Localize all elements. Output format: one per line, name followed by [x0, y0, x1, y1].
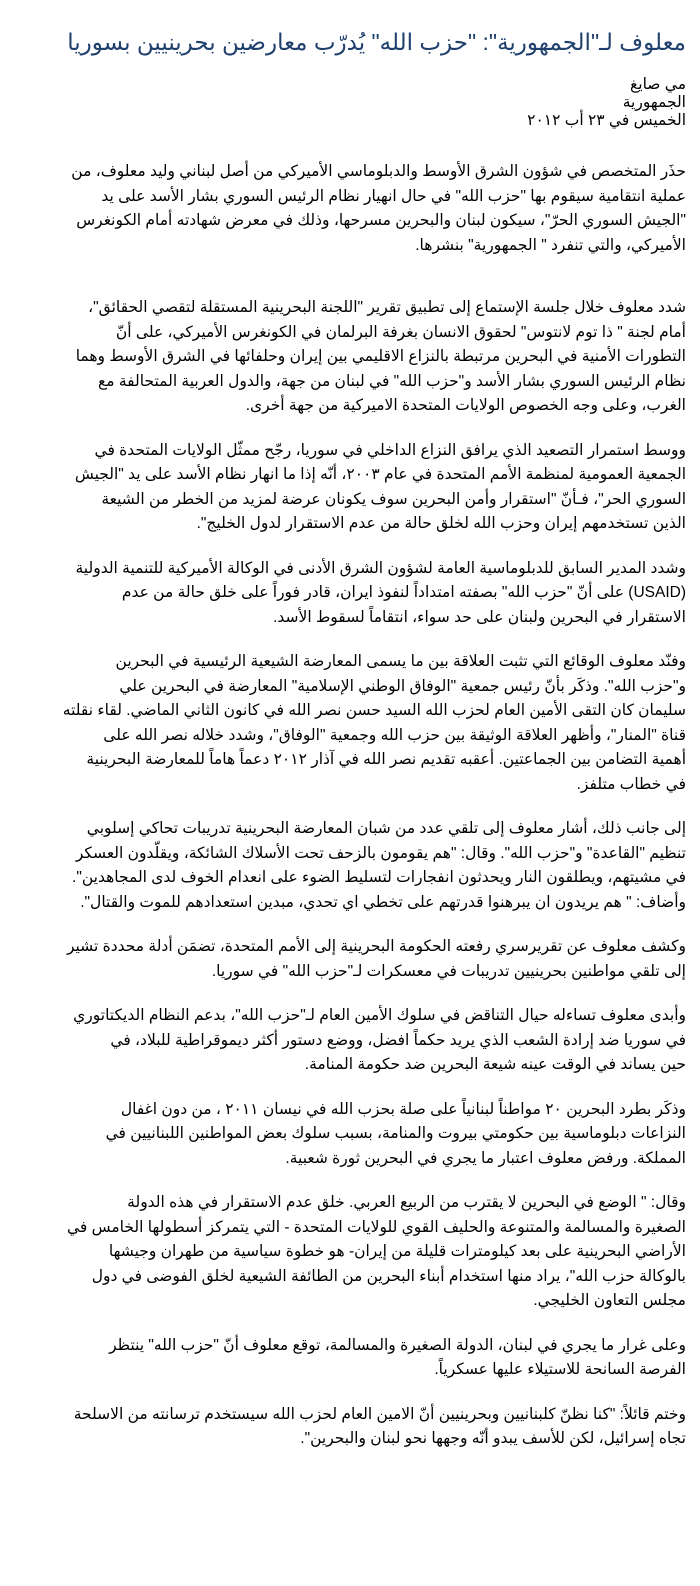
- author-name: مي صايغ: [630, 76, 686, 93]
- paragraph-line: وفنّد معلوف الوقائع التي تثبت العلاقة بين ما يسمى المعارضة الشيعية الرئيسية في البحرين: [115, 653, 686, 670]
- paragraph-line: تجاه إسرائيل، لكن للأسف يبدو أنّه وجهها نحو لبنان والبحرين".: [300, 1430, 686, 1447]
- source-name: الجمهورية: [622, 94, 686, 111]
- paragraph-line: في مشيتهم، ويطلقون النار ويحدثون انفجارات لتسليط الضوء على انعدام الخوف لدى المجاهدين".: [72, 869, 686, 886]
- paragraph-line: الاستقرار في البحرين ولبنان على حد سواء، انتقاماً لسقوط الأسد.: [273, 608, 686, 626]
- paragraph-line: إلى تلقي مواطنين بحرينيين تدريبات في معسكرات لـ"حزب الله" في سوريا.: [211, 962, 686, 980]
- article-paragraph: [16, 1098, 686, 1172]
- paragraph-line: عملية انتقامية سيقوم بها "حزب الله" في حال انهيار نظام الرئيس السوري بشار الأسد على يد: [101, 187, 686, 205]
- paragraph-line: حين يساند في الوقت عينه شيعة البحرين ضد حكومة المنامة.: [304, 1056, 686, 1073]
- article-paragraph: [16, 296, 686, 419]
- paragraph-line: وشدد المدير السابق للدبلوماسية العامة لشؤون الشرق الأدنى في الوكالة الأميركية للتنمية الدولية: [75, 559, 686, 577]
- paragraph-line: وأبدى معلوف تساءله حيال التناقض في سلوك الأمين العام لـ"حزب الله"، بدعم النظام الديكتاتوري: [73, 1007, 686, 1024]
- paragraph-line: وكشف معلوف عن تقريرسري رفعته الحكومة البحرينية إلى الأمم المتحدة، تضمَن أدلة محددة تشير: [66, 938, 686, 955]
- paragraph-line: و"حزب الله". وذكَر بأنّ رئيس جمعية "الوفاق الوطني الإسلامية" المعارضة في البحرين علي: [119, 677, 686, 695]
- article-paragraph: [16, 1004, 686, 1078]
- article-meta: [16, 76, 686, 130]
- paragraph-line: السوري الحر"، فـأنّ "استقرار وأمن البحرين سوف يكونان عرضة لمزيد من الخطر من الشيعة: [101, 490, 686, 508]
- paragraph-line: الأميركي، والتي تنفرد " الجمهورية" بنشرها.: [415, 236, 686, 254]
- article-paragraph: [16, 439, 686, 537]
- paragraph-line: الذين تستخدمهم إيران وحزب الله لخلق حالة من عدم الاستقرار لدول الخليج".: [196, 515, 686, 532]
- paragraph-line: حذَر المتخصص في شؤون الشرق الأوسط والدبلوماسي الأميركي من أصل لبناني وليد معلوف، من: [71, 163, 686, 180]
- paragraph-line: إلى جانب ذلك، أشار معلوف إلى تلقي عدد من شبان المعارضة البحرينية تدريبات تحاكي إسلوبي: [86, 820, 686, 837]
- article-paragraph: [16, 650, 686, 797]
- paragraph-line: ووسط استمرار التصعيد الذي يرافق النزاع الداخلي في سوريا، رجّح ممثّل الولايات المتحدة في: [94, 441, 686, 459]
- article-paragraph: [16, 1191, 686, 1314]
- paragraph-line: الفرصة السانحة للاستيلاء عليها عسكرياً.: [434, 1361, 686, 1378]
- paragraph-line: (USAID) على أنّ "حزب الله" بصفته امتداداً لنفوذ ايران، قادر فوراً على خلق حالة من عدم: [121, 584, 686, 601]
- paragraph-line: وذكَر بطرد البحرين ٢٠ مواطناً لبنانياً على صلة بحزب الله في نيسان ٢٠١١ ، من دون اغفال: [120, 1100, 686, 1118]
- article-paragraph: [16, 1403, 686, 1452]
- paragraph-line: أمام لجنة " ذا توم لانتوس" لحقوق الانسان بغرفة البرلمان في الكونغرس الأميركي، على أنّ: [115, 323, 686, 341]
- paragraph-line: شدد معلوف خلال جلسة الإستماع إلى تطبيق تقرير "اللجنة البحرينية المستقلة لتقصي الحقائق"،: [88, 299, 686, 316]
- paragraph-line: نظام الرئيس السوري بشار الأسد و"حزب الله" في لبنان من جهة، والدول العربية المتحالفة مع: [98, 372, 686, 390]
- paragraph-line: الجمعية العمومية لمنظمة الأمم المتحدة في عام ٢٠٠٣، أنّه إذا ما انهار نظام الأسد على يد "الجيش: [74, 466, 686, 483]
- article-paragraph: [16, 817, 686, 915]
- paragraph-line: تنظيم "القاعدة" و"حزب الله". وقال: "هم يقومون بالزحف تحت الأسلاك الشائكة، ويقلّدون العسكر: [75, 844, 686, 862]
- paragraph-line: وقال: " الوضع في البحرين لا يقترب من الربيع العربي. خلق عدم الاستقرار في هذه الدولة: [127, 1194, 686, 1211]
- paragraph-line: وختم قائلاً: "كنا نظنّ كلبنانيين وبحرينيين أنّ الامين العام لحزب الله سيستخدم ترسانته من الاسلحة: [73, 1405, 686, 1423]
- article-title: معلوف لـ"الجمهورية": "حزب الله" يُدرّب معارضين بحرينيين بسوريا: [67, 29, 686, 55]
- paragraph-line: مجلس التعاون الخليجي.: [533, 1292, 686, 1309]
- paragraph-line: الغرب، وعلى وجه الخصوص الولايات المتحدة الاميركية من جهة أخرى.: [245, 397, 686, 414]
- paragraph-line: التطورات الأمنية في البحرين مرتبطة بالنزاع الاقليمي بين إيران وحلفائها في الشرق الأوسط وهما: [75, 348, 686, 365]
- paragraph-line: النزاعات دبلوماسية بين حكومتي بيروت والمنامة، بسبب سلوك بعض المواطنين اللبنانيين في: [105, 1125, 686, 1142]
- paragraph-line: وأضاف: " هم يريدون ان يبرهنوا قدرتهم على تخطي اي تحدي، مبدين استعدادهم للموت والقتال".: [80, 893, 686, 911]
- paragraph-line: المملكة. ورفض معلوف اعتبار ما يجري في البحرين ثورة شعبية.: [285, 1149, 686, 1167]
- paragraph-line: سليمان كان التقى الأمين العام لحزب الله السيد حسن نصر الله في كانون الثاني الماضي. لقاء نقلته: [62, 702, 686, 719]
- article-paragraph: [16, 557, 686, 631]
- paragraph-line: في سوريا ضد إرادة الشعب الذي يريد حكماً افضل، ووضع دستور أكثر ديموقراطية للبلاد، في: [110, 1031, 686, 1049]
- publish-date: الخميس في ٢٣ أب ٢٠١٢: [527, 112, 686, 129]
- paragraph-line: بالوكالة حزب الله"، يراد منها استخدام أبناء البحرين من الطائفة الشيعية لخلق الفوضى في دول: [91, 1267, 686, 1285]
- paragraph-line: الصغيرة والمسالمة والمتنوعة والحليف القوي للولايات المتحدة - التي يتمركز أسطولها الخامس في: [66, 1218, 686, 1236]
- paragraph-line: قناة "المنار"، وأظهر العلاقة الوثيقة بين حزب الله وجمعية "الوفاق"، وشدد خلاله نصر الله على: [103, 726, 686, 744]
- article-paragraph: [16, 1334, 686, 1383]
- paragraph-line: الأراضي البحرينية على بعد كيلومترات قليلة من إيران- هو خطوة سياسية من طهران وجيشها: [108, 1243, 686, 1260]
- article-paragraph: [16, 160, 686, 258]
- article-paragraph: [16, 935, 686, 984]
- paragraph-line: وعلى غرار ما يجري في لبنان، الدولة الصغيرة والمسالمة، توقع معلوف أنّ "حزب الله" ينتظر: [109, 1336, 686, 1354]
- paragraph-line: أهمية التضامن بين الجماعتين. أعقبه تقديم نصر الله في آذار ٢٠١٢ دعماً هاماً للمعارضة البحرينية: [86, 751, 686, 768]
- paragraph-line: في خطاب متلفز.: [576, 775, 686, 793]
- paragraph-line: "الجيش السوري الحرّ"، سيكون لبنان والبحرين مسرحها، وذلك في معرض شهادته أمام الكونغرس: [76, 212, 686, 229]
